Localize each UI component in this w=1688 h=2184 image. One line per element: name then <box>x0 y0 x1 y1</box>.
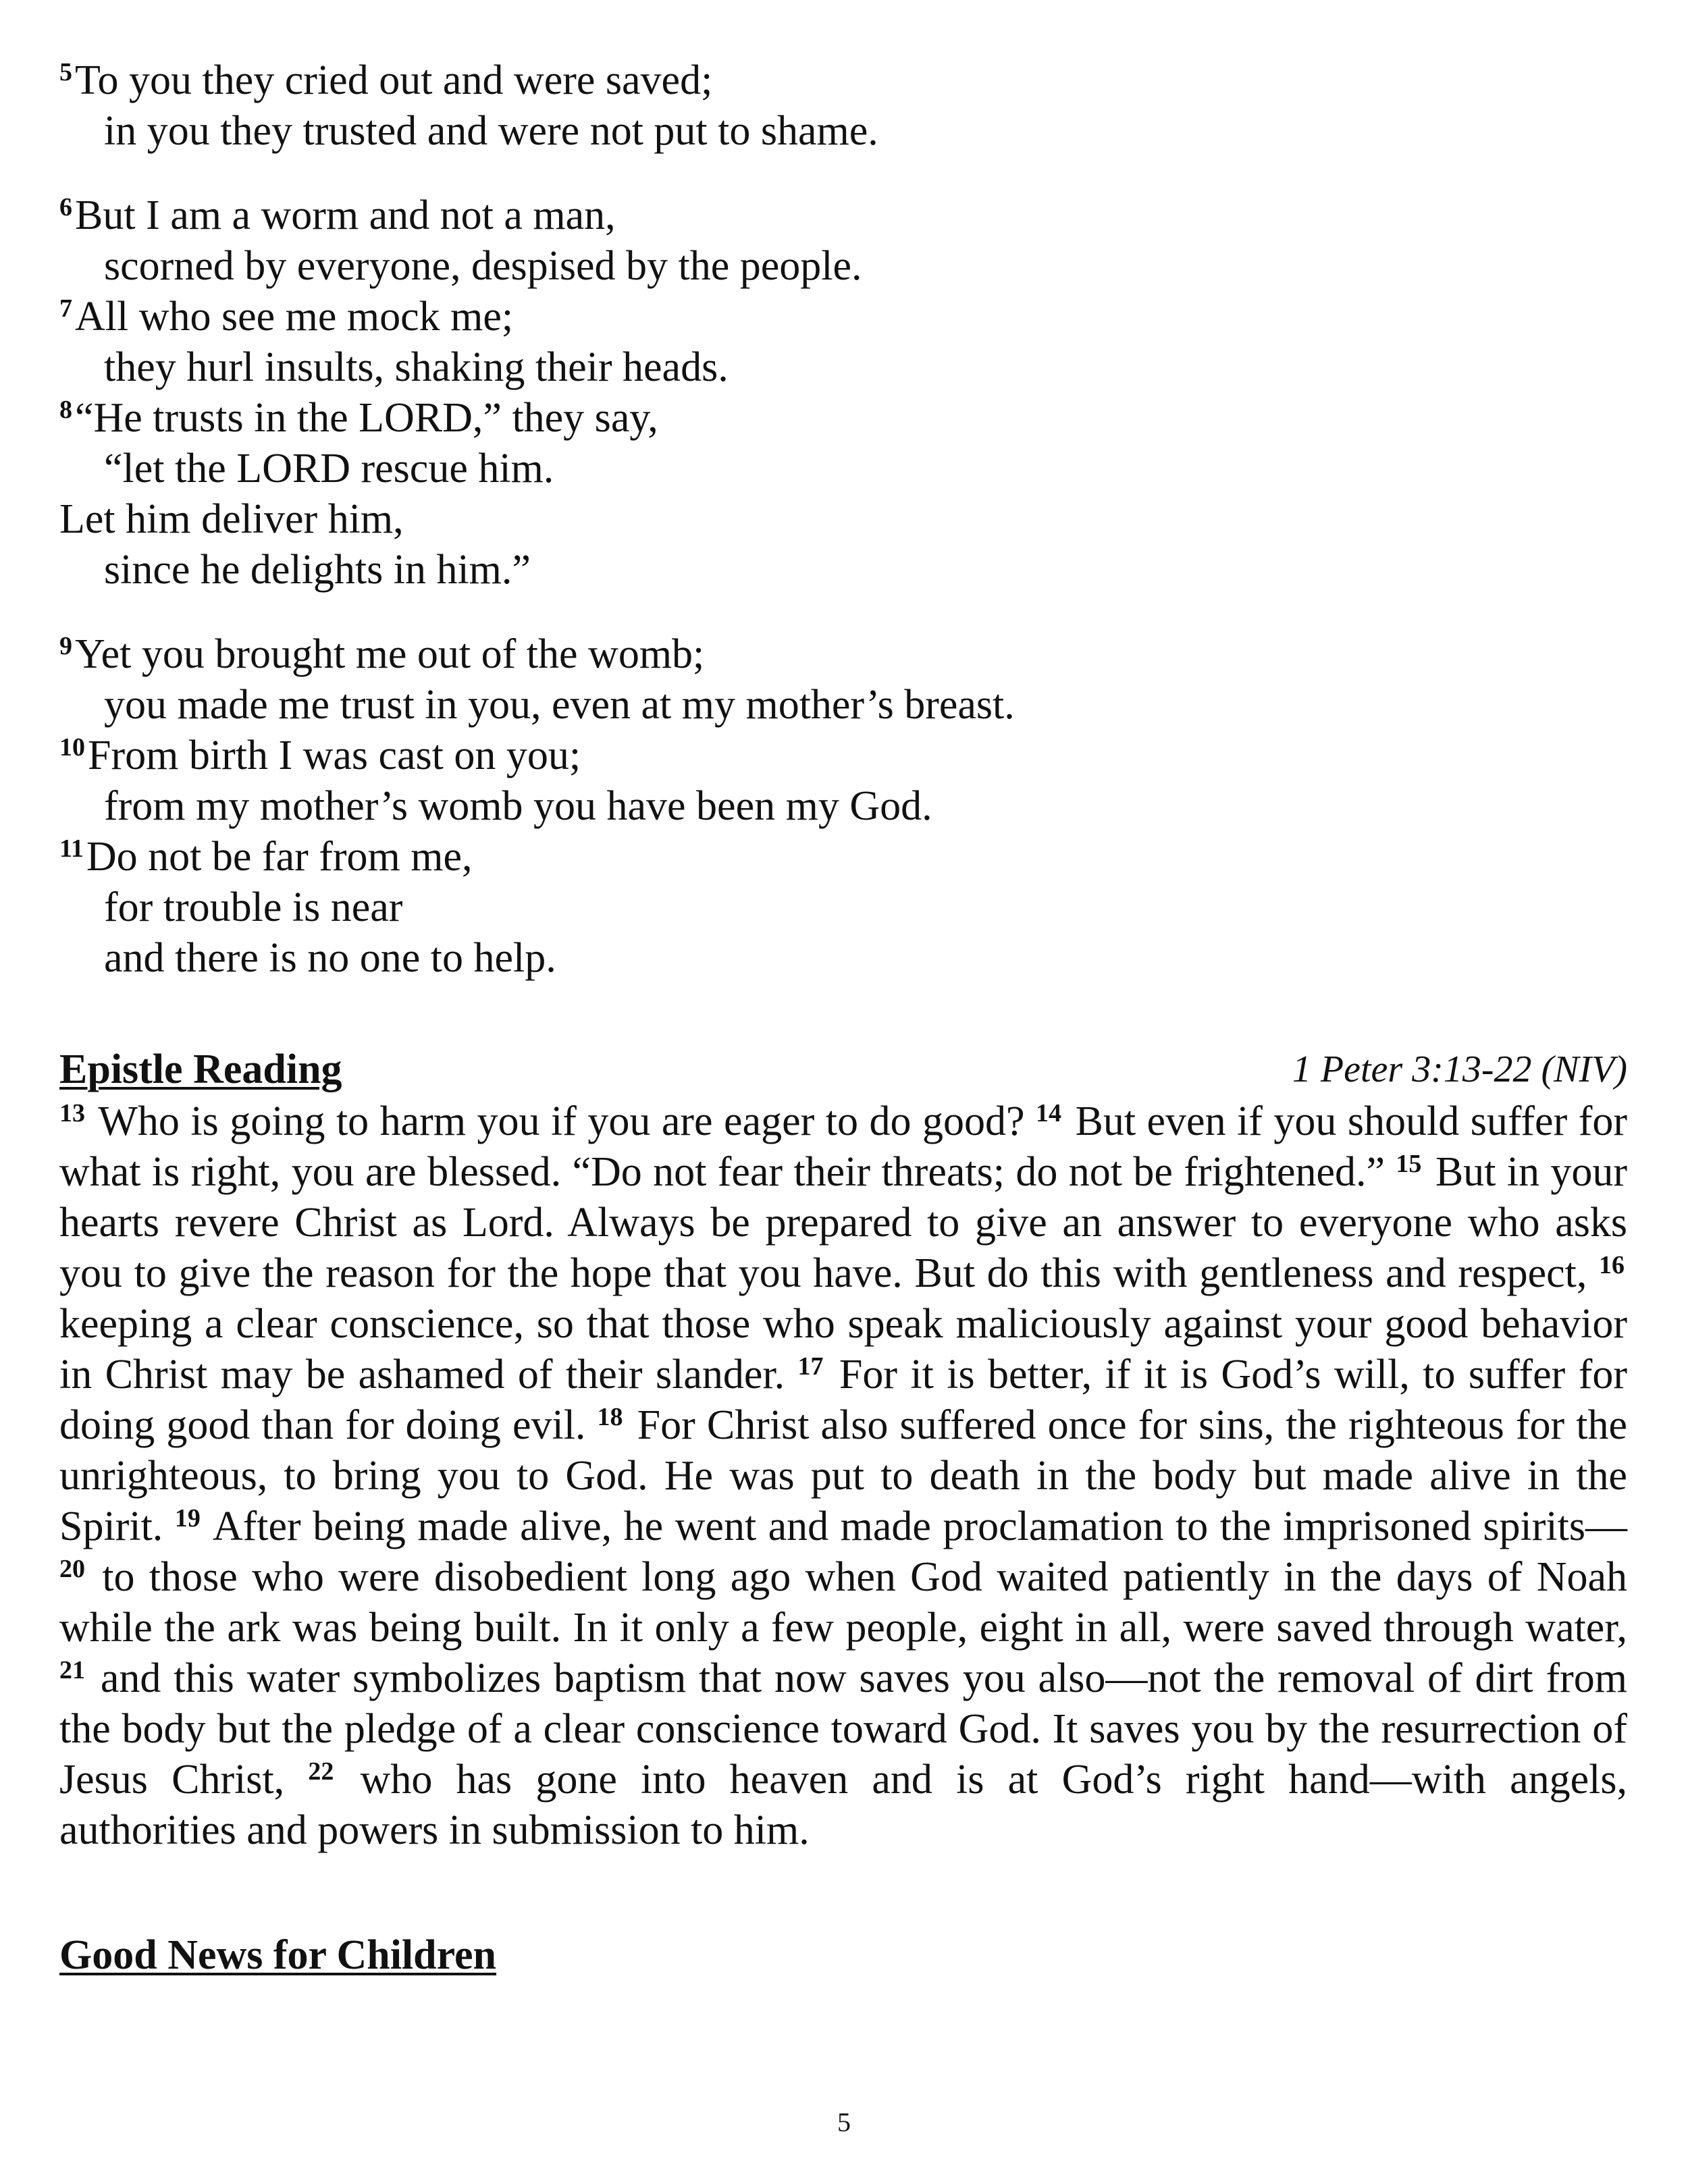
verse-text: Who is going to harm you if you are eager to do good? <box>98 1098 1025 1144</box>
psalm-line <box>59 393 1627 444</box>
psalm-line <box>59 629 1627 680</box>
epistle-header <box>59 1044 1627 1095</box>
psalm-stanza <box>59 55 1627 157</box>
small-caps-text: ORD <box>384 395 473 441</box>
line-text: All who see me mock me; <box>75 294 514 340</box>
psalm-line <box>59 106 1627 157</box>
line-text: from my mother’s womb you have been my God. <box>104 783 932 829</box>
psalm-line <box>59 190 1627 241</box>
line-text: in you they trusted and were not put to shame. <box>104 108 878 154</box>
verse-number: 6 <box>59 193 72 221</box>
verse-text: to those who were disobedient long ago when God waited patiently in the days of Noah while the ark was being built. In it only a few people, eight in all, were saved through water, <box>59 1554 1627 1651</box>
psalm-line <box>59 730 1627 781</box>
psalm-line <box>59 241 1627 292</box>
scripture-reference: 1 Peter 3:13-22 (NIV) <box>1292 1048 1627 1090</box>
psalm-line <box>59 55 1627 106</box>
bulletin-page <box>59 55 1627 1981</box>
verse-number: 14 <box>1035 1099 1061 1127</box>
line-text: ,” they say, <box>472 395 658 441</box>
verse-number: 13 <box>59 1099 85 1127</box>
line-text: Yet you brought me out of the womb; <box>75 631 705 677</box>
psalm-stanza <box>59 629 1627 984</box>
psalm-line <box>59 933 1627 984</box>
psalm-line <box>59 545 1627 595</box>
line-text: since he delights in him.” <box>104 547 531 593</box>
verse-number: 16 <box>1599 1251 1625 1279</box>
verse-number: 17 <box>797 1352 824 1381</box>
verse-number: 21 <box>59 1656 85 1684</box>
psalm-line <box>59 882 1627 933</box>
verse-number: 8 <box>59 396 72 424</box>
psalm-line <box>59 342 1627 393</box>
verse-text: and this water symbolizes baptism that now saves you also—not the removal of dirt from the body but the pledge of a clear conscience toward God. It saves you by the resurrection of Jesus Christ, <box>59 1655 1627 1803</box>
verse-number: 18 <box>597 1403 623 1431</box>
verse-number: 22 <box>308 1757 334 1786</box>
psalm-line <box>59 781 1627 832</box>
psalm-stanza <box>59 190 1627 595</box>
psalm-reading <box>59 55 1627 984</box>
verse-text: For Christ also suffered once for sins, the righteous for the unrighteous, to bring you to God. He was put to death in the body but made alive in the Spirit. <box>59 1402 1628 1549</box>
verse-text: But in your hearts revere Christ as Lord. Always be prepared to give an answer to everyone who asks you to give the reason for the hope that you have. But do this with gentleness and respect, <box>59 1149 1628 1296</box>
small-caps-text: ORD <box>262 446 351 491</box>
line-text: for trouble is near <box>104 884 403 930</box>
verse-number: 11 <box>59 834 84 863</box>
verse-text: But even if you should suffer for what is right, you are blessed. “Do not fear their threats; do not be frightened.” <box>59 1098 1628 1195</box>
verse-text: For it is better, if it is God’s will, to suffer for doing good than for doing evil. <box>59 1352 1627 1448</box>
children-header <box>59 1930 1627 1981</box>
verse-number: 10 <box>59 733 85 762</box>
section-title: Epistle Reading <box>59 1046 342 1092</box>
verse-text: keeping a clear conscience, so that those who speak maliciously against your good behavior in Christ may be ashamed of their slander. <box>59 1301 1627 1397</box>
line-text: and there is no one to help. <box>104 935 556 981</box>
psalm-line <box>59 444 1627 494</box>
verse-number: 9 <box>59 632 72 660</box>
verse-text: who has gone into heaven and is at God’s right hand—with angels, authorities and powers in submission to him. <box>59 1757 1627 1853</box>
page-number: 5 <box>837 2107 851 2137</box>
psalm-line <box>59 680 1627 730</box>
line-text: you made me trust in you, even at my mother’s breast. <box>104 682 1015 728</box>
verse-number: 5 <box>59 58 72 86</box>
psalm-line <box>59 494 1627 545</box>
line-text: Let him deliver him, <box>59 496 404 542</box>
psalm-line <box>59 292 1627 342</box>
epistle-text <box>59 1096 1627 1856</box>
line-text: But I am a worm and not a man, <box>75 192 616 238</box>
verse-number: 20 <box>59 1555 85 1583</box>
line-text: “He trusts in the L <box>75 395 385 441</box>
psalm-line <box>59 832 1627 882</box>
line-text: they hurl insults, shaking their heads. <box>104 344 729 390</box>
line-text: “let the L <box>104 446 263 491</box>
section-title: Good News for Children <box>59 1932 497 1978</box>
line-text: To you they cried out and were saved; <box>75 57 713 103</box>
line-text: scorned by everyone, despised by the people. <box>104 243 862 289</box>
verse-number: 7 <box>59 294 72 323</box>
verse-text: After being made alive, he went and made proclamation to the imprisoned spirits— <box>212 1503 1628 1549</box>
verse-number: 19 <box>174 1504 201 1533</box>
line-text: rescue him. <box>350 446 554 491</box>
verse-number: 15 <box>1396 1150 1422 1178</box>
line-text: Do not be far from me, <box>86 834 473 880</box>
line-text: From birth I was cast on you; <box>88 733 581 778</box>
